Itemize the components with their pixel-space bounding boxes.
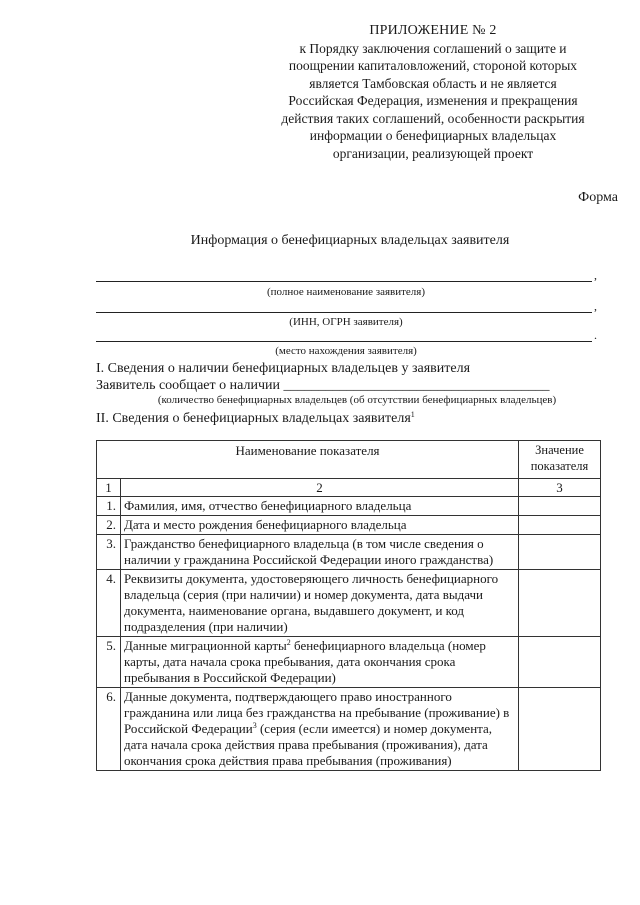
appendix-line: информации о бенефициарных владельцах [309, 128, 557, 143]
applicant-inn-line[interactable] [96, 312, 592, 313]
appendix-line: Российская Федерация, изменения и прекращения [288, 93, 578, 108]
table-row [97, 570, 601, 637]
row-indicator: Дата и место рождения бенефициарного владельца [121, 516, 519, 535]
appendix-line: организации, реализующей проект [332, 145, 534, 161]
appendix-title: ПРИЛОЖЕНИЕ № 2 [369, 23, 497, 38]
comma-mark: , [594, 299, 597, 313]
beneficiary-count-caption: (количество бенефициарных владельцев (об отсутствии бенефициарных владельцев) [157, 394, 557, 406]
applicant-inn-caption: (ИНН, ОГРН заявителя) [289, 316, 403, 328]
row-number: 1. [97, 497, 121, 516]
table-row [97, 637, 601, 688]
row-indicator: Гражданство бенефициарного владельца (в том числе сведения о наличии у гражданина Российской Федерации иного гражданства) [121, 535, 519, 570]
index-cell: 3 [519, 479, 601, 497]
row-value-cell[interactable] [519, 516, 601, 535]
index-cell: 2 [121, 479, 519, 497]
row-number: 4. [97, 570, 121, 637]
row-value-cell[interactable] [519, 570, 601, 637]
row-value-cell[interactable] [519, 688, 601, 771]
row-indicator [121, 637, 519, 688]
period-mark: . [594, 328, 597, 342]
table-row [97, 497, 601, 516]
row-indicator-text: (серия (если имеется) и номер документа, дата начала срока действия права пребывания (проживания), дата окончания срока действия права пребывания (проживания) [124, 721, 493, 768]
appendix-line: действия таких соглашений, особенности раскрытия [281, 110, 585, 126]
applicant-address-caption: (место нахождения заявителя) [275, 345, 417, 357]
form-label: Форма [578, 190, 618, 205]
table-row [97, 535, 601, 570]
applicant-address-line[interactable] [96, 341, 592, 342]
header-name: Наименование показателя [97, 441, 519, 479]
row-value-cell[interactable] [519, 637, 601, 688]
section-2-title-text: II. Сведения о бенефициарных владельцах заявителя [96, 411, 411, 426]
row-number: 5. [97, 637, 121, 688]
row-indicator: Реквизиты документа, удостоверяющего личность бенефициарного владельца (серия (при наличии) и номер документа, дата выдачи документа, наименование органа, выдавшего документ, и код подразделения (при наличии) [121, 570, 519, 637]
appendix-header [248, 22, 618, 162]
row-number: 2. [97, 516, 121, 535]
beneficiary-table [96, 440, 601, 771]
applicant-name-line[interactable] [96, 281, 592, 282]
appendix-line: к Порядку заключения соглашений о защите и [299, 40, 567, 56]
table-row [97, 516, 601, 535]
appendix-line: поощрении капиталовложений, стороной которых [288, 58, 578, 73]
section-1-title: I. Сведения о наличии бенефициарных владельцев у заявителя [96, 361, 471, 376]
footnote-ref: 2 [286, 638, 291, 647]
row-indicator-text: бенефициарного владельца (номер карты, дата начала срока пребывания, дата окончания срока пребывания в Российской Федерации) [124, 638, 486, 685]
document-title: Информация о бенефициарных владельцах заявителя [190, 233, 510, 248]
row-indicator-text: Данные миграционной карты [124, 638, 287, 653]
row-value-cell[interactable] [519, 535, 601, 570]
appendix-line: является Тамбовская область и не является [309, 75, 557, 91]
beneficiary-count-line[interactable]: Заявитель сообщает о наличии ______________________________________ [96, 378, 550, 393]
footnote-ref: 1 [410, 410, 415, 419]
row-value-cell[interactable] [519, 497, 601, 516]
table-row [97, 688, 601, 771]
header-value: Значение показателя [519, 441, 601, 479]
table-header-row [97, 441, 601, 479]
comma-mark: , [594, 268, 597, 282]
section-2-title [96, 410, 415, 427]
applicant-name-caption: (полное наименование заявителя) [266, 286, 426, 298]
row-number: 3. [97, 535, 121, 570]
table-index-row [97, 479, 601, 497]
index-cell: 1 [97, 479, 121, 497]
row-number: 6. [97, 688, 121, 771]
row-indicator: Фамилия, имя, отчество бенефициарного владельца [121, 497, 519, 516]
row-indicator-text: Данные документа, подтверждающего право иностранного гражданина или лица без гражданства на пребывание (проживание) в Российской Федерации [124, 689, 510, 736]
row-indicator [121, 688, 519, 771]
footnote-ref: 3 [252, 721, 257, 730]
